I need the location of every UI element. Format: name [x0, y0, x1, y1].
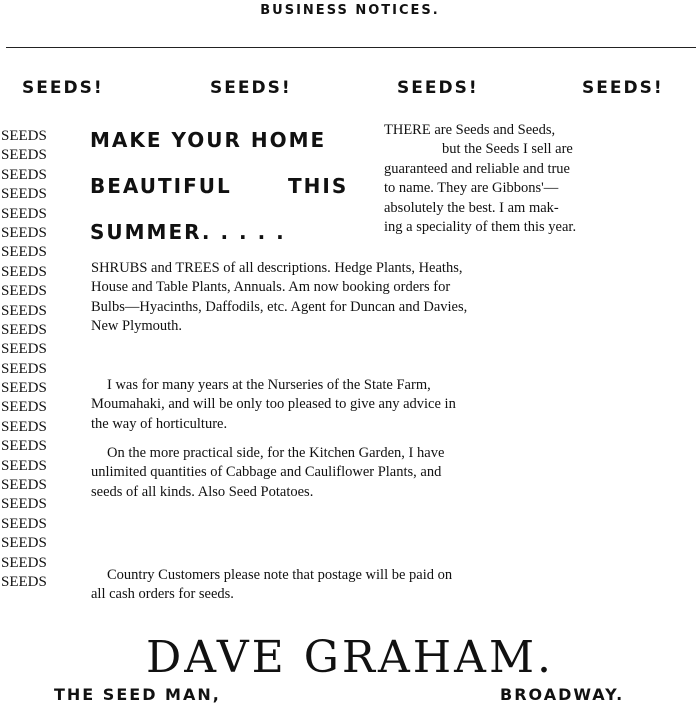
side-seeds-label: SEEDS [1, 360, 47, 377]
seeds-heading-3: SEEDS! [397, 78, 479, 98]
country-paragraph [91, 566, 695, 605]
divider [6, 47, 696, 48]
body-line: Country Customers please note that postage will be paid on [107, 567, 453, 583]
intro-line: ing a speciality of them this year. [384, 219, 577, 236]
intro-line: to name. They are Gibbons'— [384, 180, 559, 197]
body-line: Moumahaki, and will be only too pleased to give any advice in [91, 396, 456, 413]
body-line: On the more practical side, for the Kitchen Garden, I have [107, 445, 445, 461]
seeds-heading-2: SEEDS! [210, 78, 292, 98]
body-line: House and Table Plants, Annuals. Am now booking orders for [91, 279, 451, 296]
headline-line-2b: THIS [288, 174, 349, 198]
side-seeds-label: SEEDS [1, 302, 47, 319]
side-seeds-label: SEEDS [1, 399, 47, 416]
body-line: New Plymouth. [91, 318, 183, 335]
kitchen-paragraph [91, 444, 695, 502]
side-seeds-label: SEEDS [1, 573, 47, 590]
tagline-left: THE SEED MAN, [54, 685, 221, 704]
headline-line-1: MAKE YOUR HOME [90, 128, 327, 152]
body-line: SHRUBS and TREES of all descriptions. Hedge Plants, Heaths, [91, 260, 463, 276]
body-line: seeds of all kinds. Also Seed Potatoes. [91, 483, 314, 500]
side-seeds-label: SEEDS [1, 244, 47, 261]
side-seeds-label: SEEDS [1, 554, 47, 571]
page-title: BUSINESS NOTICES. [260, 3, 440, 18]
side-seeds-label: SEEDS [1, 535, 47, 552]
headline-line-3: SUMMER. . . . . [90, 220, 286, 244]
side-seeds-label: SEEDS [1, 515, 47, 532]
body-line: I was for many years at the Nurseries of the State Farm, [107, 377, 431, 393]
intro-line: guaranteed and reliable and true [384, 160, 570, 177]
side-seeds-label: SEEDS [1, 166, 47, 183]
intro-line: THERE are Seeds and Seeds, [384, 122, 556, 138]
nurseries-paragraph [91, 376, 695, 434]
advertiser-name: DAVE GRAHAM. [146, 632, 554, 683]
side-seeds-label: SEEDS [1, 321, 47, 338]
side-seeds-label: SEEDS [1, 418, 47, 435]
side-seeds-label: SEEDS [1, 186, 47, 203]
side-seeds-label: SEEDS [1, 380, 47, 397]
side-seeds-label: SEEDS [1, 128, 47, 144]
body-line: unlimited quantities of Cabbage and Cauliflower Plants, and [91, 464, 442, 481]
intro-line: but the Seeds I sell are [442, 141, 573, 158]
body-line: Bulbs—Hyacinths, Daffodils, etc. Agent for Duncan and Davies, [91, 298, 468, 315]
tagline-right: BROADWAY. [500, 685, 625, 704]
side-seeds-label: SEEDS [1, 205, 47, 222]
seeds-side-column [1, 127, 71, 592]
shrubs-paragraph [91, 259, 695, 337]
side-seeds-label: SEEDS [1, 263, 47, 280]
side-seeds-label: SEEDS [1, 477, 47, 494]
seeds-heading-1: SEEDS! [22, 78, 104, 98]
body-line: all cash orders for seeds. [91, 586, 234, 603]
side-seeds-label: SEEDS [1, 438, 47, 455]
side-seeds-label: SEEDS [1, 283, 47, 300]
seeds-heading-4: SEEDS! [582, 78, 664, 98]
side-seeds-label: SEEDS [1, 147, 47, 164]
side-seeds-label: SEEDS [1, 341, 47, 358]
intro-line: absolutely the best. I am mak- [384, 199, 559, 216]
side-seeds-label: SEEDS [1, 224, 47, 241]
intro-paragraph [384, 121, 696, 237]
headline-line-2a: BEAUTIFUL [90, 174, 232, 198]
body-line: the way of horticulture. [91, 415, 228, 432]
side-seeds-label: SEEDS [1, 496, 47, 513]
side-seeds-label: SEEDS [1, 457, 47, 474]
